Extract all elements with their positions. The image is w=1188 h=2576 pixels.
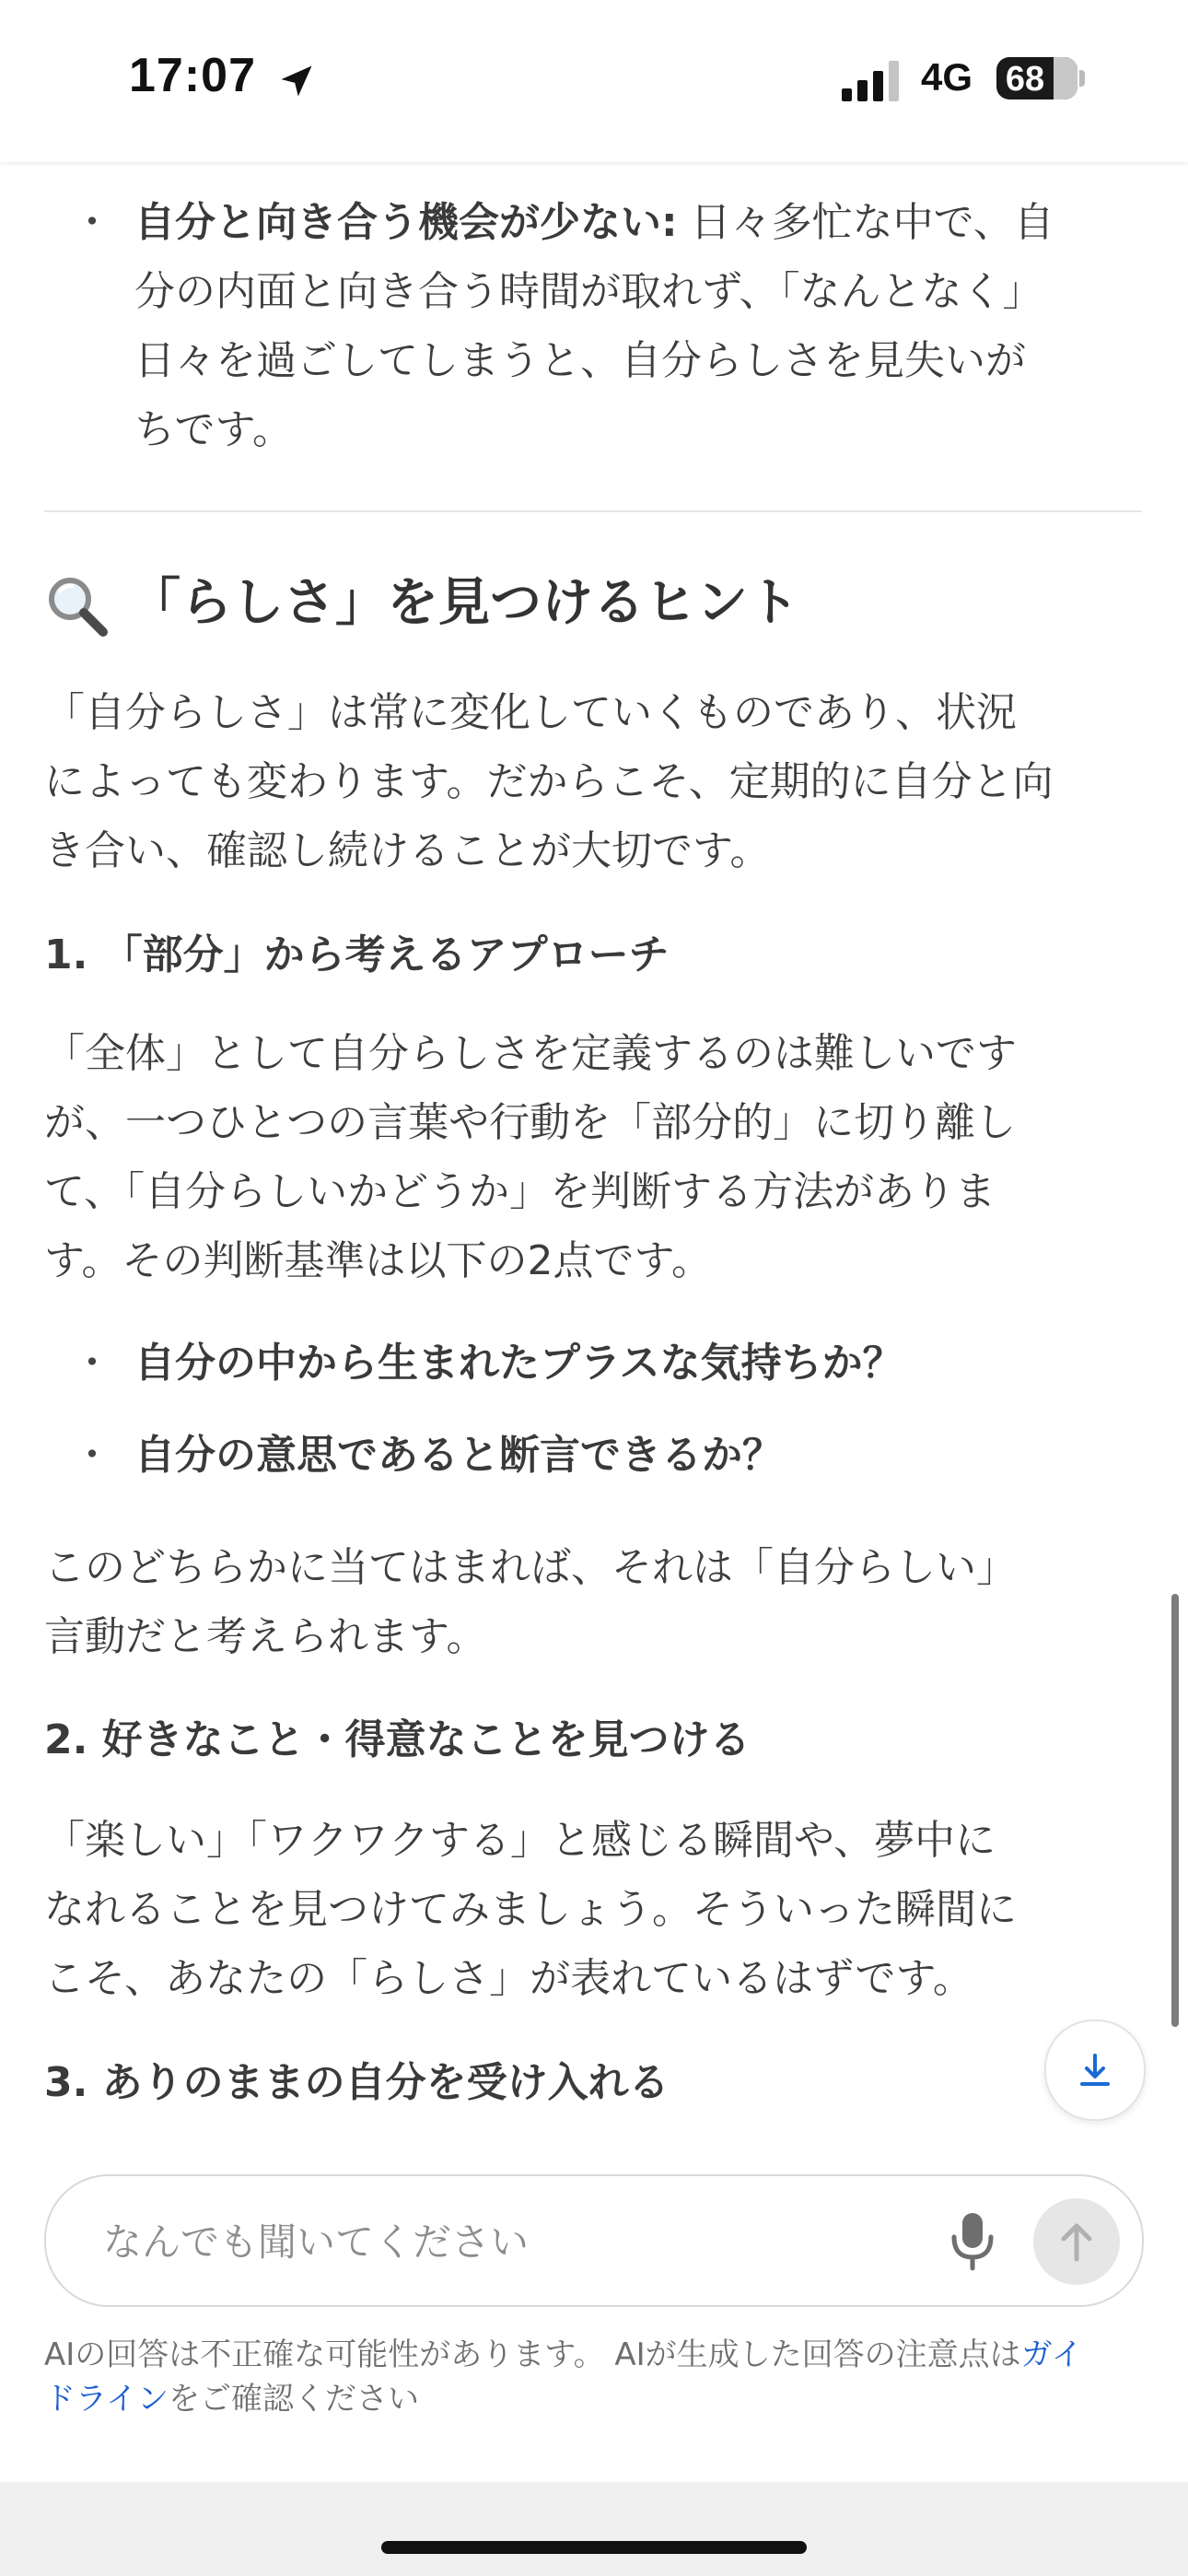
subheading-3: 3. ありのままの自分を受け入れる bbox=[44, 2059, 670, 2106]
subheading-1: 1. 「部分」から考えるアプローチ bbox=[44, 931, 670, 978]
paragraph-line: て、「自分らしいかどうか」を判断する方法がありま bbox=[44, 1168, 996, 1215]
section-divider bbox=[44, 510, 1142, 512]
paragraph-line: き合い、確認し続けることが大切です。 bbox=[44, 827, 771, 874]
paragraph-line: このどちらかに当てはまれば、それは「自分らしい」 bbox=[44, 1544, 1017, 1591]
bullet-dot: ・ bbox=[72, 1432, 112, 1479]
paragraph-line: 「自分らしさ」は常に変化していくものであり、状況 bbox=[44, 689, 1017, 736]
bullet-line: 日々を過ごしてしまうと、自分らしさを見失いが bbox=[134, 337, 1026, 384]
list-item bbox=[44, 1421, 1140, 1490]
chat-input[interactable] bbox=[101, 2213, 915, 2270]
location-arrow-icon bbox=[276, 61, 317, 101]
sub2-paragraph bbox=[44, 1806, 1149, 2013]
download-arrow-icon bbox=[1077, 2052, 1113, 2089]
status-time: 17:07 bbox=[129, 49, 256, 102]
network-type: 4G bbox=[921, 55, 973, 99]
list-item bbox=[44, 188, 1140, 464]
bullet-line: ちです。 bbox=[134, 406, 294, 453]
subheading-2: 2. 好きなこと・得意なことを見つける bbox=[44, 1716, 751, 1763]
signal-bars-icon bbox=[842, 61, 903, 101]
paragraph-line: 「全体」として自分らしさを定義するのは難しいです bbox=[44, 1030, 1017, 1077]
disclaimer-text: をご確認ください bbox=[168, 2381, 419, 2418]
arrow-up-icon bbox=[1054, 2219, 1099, 2265]
battery-level: 68 bbox=[1005, 60, 1045, 99]
send-button[interactable] bbox=[1033, 2198, 1120, 2285]
battery-tip bbox=[1079, 70, 1085, 87]
intro-paragraph bbox=[44, 678, 1149, 885]
bullet-text: 自分の中から生まれたプラスな気持ちか？ bbox=[134, 1340, 903, 1387]
section-heading bbox=[44, 562, 799, 638]
paragraph-line: す。その判断基準は以下の2点です。 bbox=[44, 1237, 712, 1284]
paragraph-line: によっても変わります。だからこそ、定期的に自分と向 bbox=[44, 758, 1054, 805]
guideline-link-part[interactable]: ドライン bbox=[44, 2381, 169, 2418]
sub1-after-paragraph bbox=[44, 1533, 1149, 1671]
paragraph-line: 「楽しい」「ワクワクする」と感じる瞬間や、夢中に bbox=[44, 1817, 996, 1864]
bullet-bold-label: 自分と向き合う機会が少ない: bbox=[134, 199, 678, 246]
disclaimer-text: AIの回答は不正確な可能性があります。 AIが生成した回答の注意点は bbox=[44, 2336, 1021, 2373]
paragraph-line: こそ、あなたの「らしさ」が表れているはずです。 bbox=[44, 1955, 973, 2002]
bullet-text: 自分の意思であると断言できるか？ bbox=[134, 1432, 783, 1479]
list-item bbox=[44, 1329, 1140, 1398]
microphone-icon[interactable] bbox=[945, 2209, 1000, 2272]
sub1-paragraph bbox=[44, 1019, 1149, 1295]
paragraph-line: 言動だと考えられます。 bbox=[44, 1613, 487, 1660]
battery-icon bbox=[996, 57, 1077, 100]
section-heading-text: 「らしさ」を見つけるヒント bbox=[129, 573, 799, 633]
paragraph-line: が、一つひとつの言葉や行動を「部分的」に切り離し bbox=[44, 1099, 1017, 1146]
bullet-line: 日々多忙な中で、自 bbox=[677, 199, 1054, 246]
chat-input-box[interactable] bbox=[44, 2174, 1144, 2307]
guideline-link-part[interactable]: ガイ bbox=[1020, 2336, 1083, 2373]
magnifying-glass-icon bbox=[44, 574, 111, 638]
scroll-to-bottom-button[interactable] bbox=[1044, 2020, 1146, 2121]
bullet-line: 分の内面と向き合う時間が取れず、「なんとなく」 bbox=[134, 268, 1043, 315]
bullet-dot: ・ bbox=[72, 1340, 112, 1387]
scrollbar[interactable] bbox=[1171, 1594, 1179, 2027]
paragraph-line: なれることを見つけてみましょう。そういった瞬間に bbox=[44, 1886, 1017, 1933]
status-bar bbox=[0, 0, 1188, 162]
bullet-dot: ・ bbox=[72, 199, 112, 246]
home-indicator[interactable] bbox=[381, 2541, 807, 2554]
bottom-bar bbox=[0, 2482, 1188, 2576]
ai-disclaimer bbox=[44, 2333, 1149, 2421]
